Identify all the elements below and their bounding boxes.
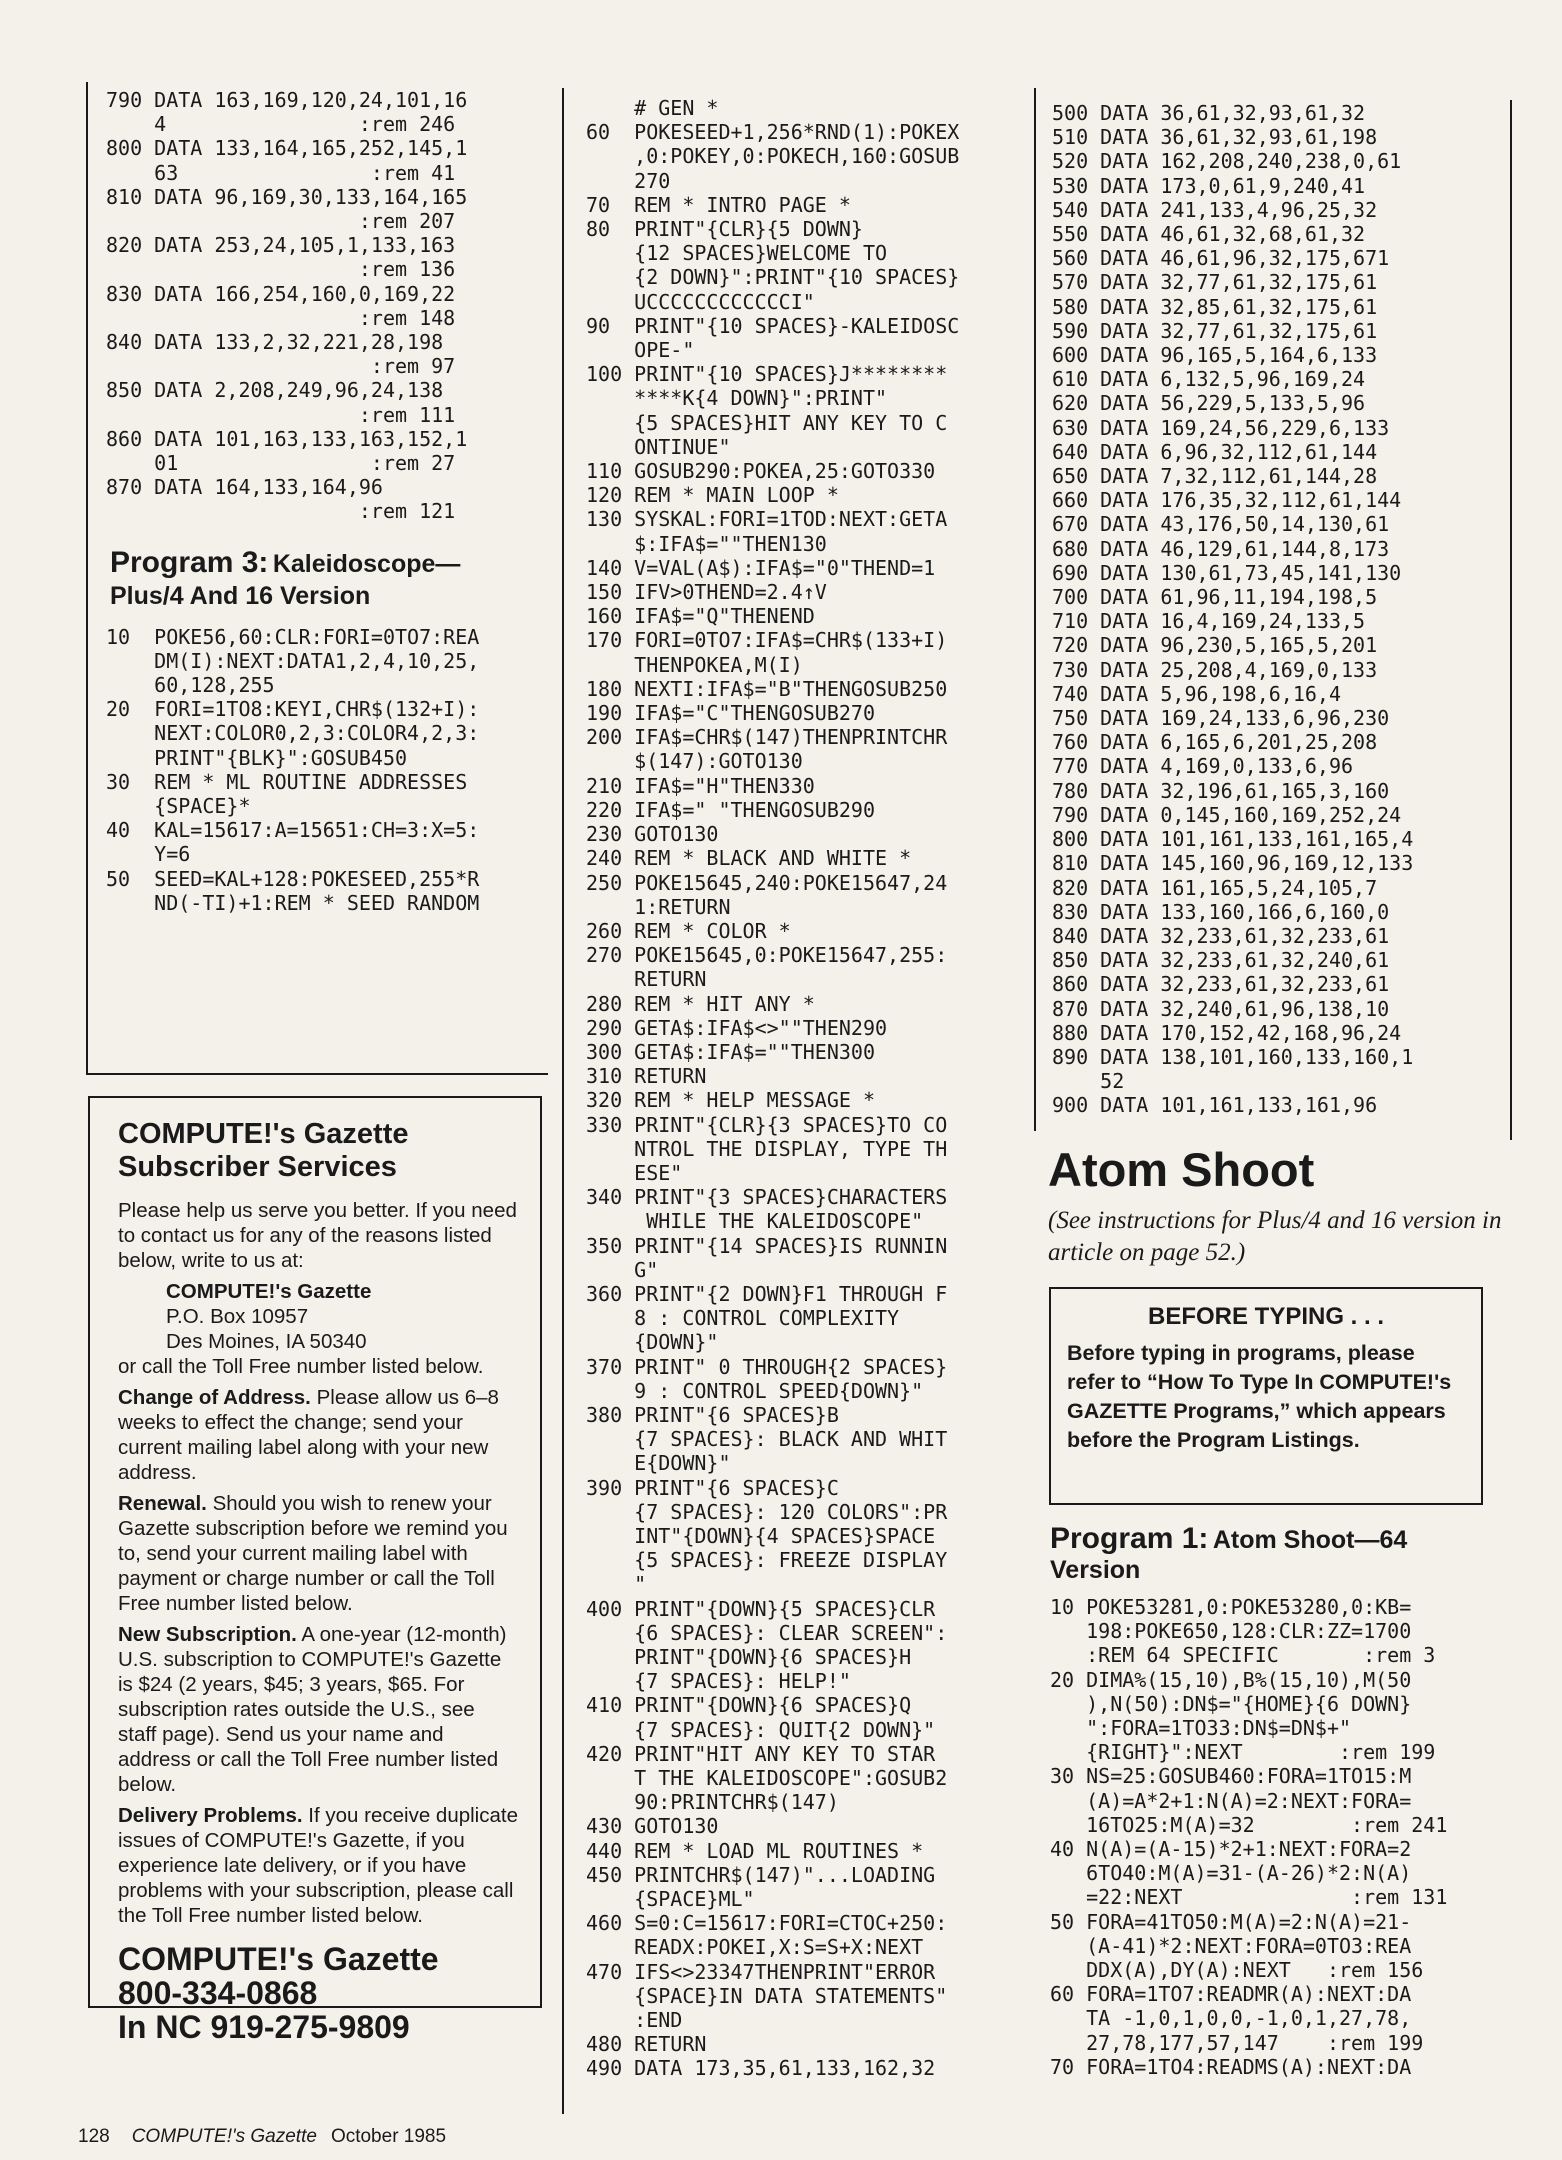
code-line: 730 DATA 25,208,4,169,0,133 xyxy=(1052,657,1378,682)
code-line: :rem 136 xyxy=(106,257,456,282)
code-line: {7 SPACES}: BLACK AND WHIT xyxy=(586,1427,948,1452)
code-line: 830 DATA 133,160,166,6,160,0 xyxy=(1052,899,1390,924)
page-number: 128 xyxy=(78,2126,110,2147)
code-line: 540 DATA 241,133,4,96,25,32 xyxy=(1052,197,1378,222)
program1-section xyxy=(1050,1522,1520,2079)
code-line: 27,78,177,57,147 :rem 199 xyxy=(1050,2030,1424,2055)
code-line: 530 DATA 173,0,61,9,240,41 xyxy=(1052,173,1366,198)
code-line: 690 DATA 130,61,73,45,141,130 xyxy=(1052,560,1402,585)
issue-date: October 1985 xyxy=(330,2126,447,2147)
code-line: 830 DATA 166,254,160,0,169,22 xyxy=(106,281,456,306)
program3-title-prefix: Program 3: xyxy=(110,545,269,579)
code-line: 850 DATA 32,233,61,32,240,61 xyxy=(1052,948,1390,973)
code-line: 400 PRINT"{DOWN}{5 SPACES}CLR xyxy=(586,1596,936,1621)
code-line: 740 DATA 5,96,198,6,16,4 xyxy=(1052,681,1341,706)
code-line: 16TO25:M(A)=32 :rem 241 xyxy=(1050,1812,1448,1837)
change-body: Please allow us 6–8 weeks to effect the change; send your current mailing label along with your new address. xyxy=(118,1386,499,1484)
code-line: RETURN xyxy=(586,967,707,992)
code-line: 650 DATA 7,32,112,61,144,28 xyxy=(1052,464,1378,489)
code-line: 210 IFA$="H"THEN330 xyxy=(586,773,815,798)
code-line: " xyxy=(586,1572,647,1597)
code-line: ":FORA=1TO33:DN$=DN$+" xyxy=(1050,1716,1352,1741)
code-line: 480 RETURN xyxy=(586,2032,707,2057)
code-line: DDX(A),DY(A):NEXT :rem 156 xyxy=(1050,1958,1424,1983)
new-body: A one-year (12-month) U.S. subscription to COMPUTE!'s Gazette is $24 (2 years, $45; 3 years, $65. For subscription rates outside the U.S., see staff page). Send us your name and address or call the Toll Free number listed below. xyxy=(118,1623,507,1796)
listing-column1-b xyxy=(106,625,546,915)
listing-column1-a xyxy=(106,88,546,524)
code-line: DM(I):NEXT:DATA1,2,4,10,25, xyxy=(106,648,480,673)
code-line: OPE-" xyxy=(586,338,695,363)
subscriber-services-box xyxy=(88,1096,542,2045)
code-line: 360 PRINT"{2 DOWN}F1 THROUGH F xyxy=(586,1281,948,1306)
code-line: {12 SPACES}WELCOME TO xyxy=(586,241,888,266)
code-line: 230 GOTO130 xyxy=(586,822,719,847)
column-2 xyxy=(586,96,1026,2081)
listing-column2 xyxy=(586,96,1026,2081)
code-line: 380 PRINT"{6 SPACES}B xyxy=(586,1402,839,1427)
mailing-address xyxy=(118,1279,518,1354)
code-line: :END xyxy=(586,2008,683,2033)
code-line: 240 REM * BLACK AND WHITE * xyxy=(586,846,912,871)
toll-free-note: or call the Toll Free number listed below. xyxy=(118,1355,484,1378)
program3-heading xyxy=(110,546,546,611)
code-line: 500 DATA 36,61,32,93,61,32 xyxy=(1052,101,1366,125)
change-head: Change of Address. xyxy=(118,1386,311,1409)
code-line: 250 POKE15645,240:POKE15647,24 xyxy=(586,870,948,895)
code-line: 280 REM * HIT ANY * xyxy=(586,991,815,1016)
code-line: ESE" xyxy=(586,1160,683,1185)
delivery-head: Delivery Problems. xyxy=(118,1804,303,1827)
code-line: (A)=A*2+1:N(A)=2:NEXT:FORA= xyxy=(1050,1788,1412,1813)
code-line: 01 :rem 27 xyxy=(106,451,456,476)
code-line: # GEN * xyxy=(586,96,719,120)
code-line: $:IFA$=""THEN130 xyxy=(586,531,827,556)
code-line: :rem 148 xyxy=(106,305,456,330)
code-line: 190 IFA$="C"THENGOSUB270 xyxy=(586,701,875,726)
code-line: 50 FORA=41TO50:M(A)=2:N(A)=21- xyxy=(1050,1909,1412,1934)
code-line: {7 SPACES}: HELP!" xyxy=(586,1669,851,1694)
new-head: New Subscription. xyxy=(118,1623,297,1646)
code-line: 310 RETURN xyxy=(586,1064,707,1089)
code-line: 52 xyxy=(1052,1069,1125,1094)
code-line: G" xyxy=(586,1257,659,1282)
code-line: 198:POKE650,128:CLR:ZZ=1700 xyxy=(1050,1619,1412,1644)
code-line: {7 SPACES}: 120 COLORS":PR xyxy=(586,1499,948,1524)
code-line: READX:POKEI,X:S=S+X:NEXT xyxy=(586,1935,924,1960)
renewal-head: Renewal. xyxy=(118,1492,207,1515)
address-name: COMPUTE!'s Gazette xyxy=(166,1280,372,1303)
code-line: 130 SYSKAL:FORI=1TOD:NEXT:GETA xyxy=(586,507,948,532)
code-line: 440 REM * LOAD ML ROUTINES * xyxy=(586,1838,924,1863)
code-line: 560 DATA 46,61,96,32,175,671 xyxy=(1052,246,1390,271)
code-line: 580 DATA 32,85,61,32,175,61 xyxy=(1052,294,1378,319)
code-line: INT"{DOWN}{4 SPACES}SPACE xyxy=(586,1523,936,1548)
code-line: 450 PRINTCHR$(147)"...LOADING xyxy=(586,1862,936,1887)
code-line: :rem 111 xyxy=(106,402,456,427)
code-line: 70 FORA=1TO4:READMS(A):NEXT:DA xyxy=(1050,2054,1412,2079)
code-line: 1:RETURN xyxy=(586,894,731,919)
code-line: 630 DATA 169,24,56,229,6,133 xyxy=(1052,415,1390,440)
code-line: 820 DATA 253,24,105,1,133,163 xyxy=(106,233,456,258)
code-line: 810 DATA 145,160,96,169,12,133 xyxy=(1052,851,1414,876)
code-line: 520 DATA 162,208,240,238,0,61 xyxy=(1052,149,1402,174)
code-line: ONTINUE" xyxy=(586,434,731,459)
code-line: :rem 97 xyxy=(106,354,456,379)
code-line: 780 DATA 32,196,61,165,3,160 xyxy=(1052,778,1390,803)
code-line: 610 DATA 6,132,5,96,169,24 xyxy=(1052,367,1366,392)
subscriber-title xyxy=(118,1118,518,1184)
code-line: 870 DATA 32,240,61,96,138,10 xyxy=(1052,996,1390,1021)
delivery-body: If you receive duplicate issues of COMPUTE!'s Gazette, if you experience late delivery, or if you have problems with your subscription, please call the Toll Free number listed below. xyxy=(118,1804,518,1927)
code-line: 100 PRINT"{10 SPACES}J******** xyxy=(586,362,948,387)
code-line: 340 PRINT"{3 SPACES}CHARACTERS xyxy=(586,1185,948,1210)
code-line: ****K{4 DOWN}":PRINT" xyxy=(586,386,888,411)
delivery-problems xyxy=(118,1803,518,1928)
code-line: 750 DATA 169,24,133,6,96,230 xyxy=(1052,706,1390,731)
code-line: 180 NEXTI:IFA$="B"THENGOSUB250 xyxy=(586,676,948,701)
code-line: 10 POKE56,60:CLR:FORI=0TO7:REA xyxy=(106,624,480,649)
code-line: (A-41)*2:NEXT:FORA=0TO3:REA xyxy=(1050,1933,1412,1958)
code-line: 6TO40:M(A)=31-(A-26)*2:N(A) xyxy=(1050,1861,1412,1886)
code-line: TA -1,0,1,0,0,-1,0,1,27,78, xyxy=(1050,2006,1412,2031)
code-line: 260 REM * COLOR * xyxy=(586,918,791,943)
code-line: :rem 207 xyxy=(106,209,456,234)
article-title: Atom Shoot xyxy=(1048,1143,1315,1196)
column-rule-2 xyxy=(562,88,564,2114)
contact-name: COMPUTE!'s Gazette xyxy=(118,1941,439,1977)
code-line: 9 : CONTROL SPEED{DOWN}" xyxy=(586,1378,924,1403)
code-line: 790 DATA 163,169,120,24,101,16 xyxy=(106,88,468,112)
code-line: 90 PRINT"{10 SPACES}-KALEIDOSC xyxy=(586,313,960,338)
program1-title-rest: Atom Shoot—64 xyxy=(1212,1526,1408,1554)
publication-name: COMPUTE!'s Gazette xyxy=(131,2126,317,2147)
before-typing-title: BEFORE TYPING . . . xyxy=(1147,1303,1385,1330)
code-line: 390 PRINT"{6 SPACES}C xyxy=(586,1475,839,1500)
code-line: E{DOWN}" xyxy=(586,1451,731,1476)
column-1 xyxy=(106,88,546,915)
code-line: 60 POKESEED+1,256*RND(1):POKEX xyxy=(586,120,960,145)
column-rule-3 xyxy=(1034,88,1036,1131)
code-line: =22:NEXT :rem 131 xyxy=(1050,1885,1448,1910)
code-line: 330 PRINT"{CLR}{3 SPACES}TO CO xyxy=(586,1112,948,1137)
code-line: 420 PRINT"HIT ANY KEY TO STAR xyxy=(586,1741,936,1766)
program3-subtitle: Plus/4 And 16 Version xyxy=(110,581,371,610)
code-line: 460 S=0:C=15617:FORI=CTOC+250: xyxy=(586,1911,948,1936)
new-subscription xyxy=(118,1622,518,1797)
code-line: 490 DATA 173,35,61,133,162,32 xyxy=(586,2056,936,2081)
code-line: 760 DATA 6,165,6,201,25,208 xyxy=(1052,730,1378,755)
code-line: 620 DATA 56,229,5,133,5,96 xyxy=(1052,391,1366,416)
code-line: 640 DATA 6,96,32,112,61,144 xyxy=(1052,439,1378,464)
code-line: 150 IFV>0THEND=2.4↑V xyxy=(586,580,827,605)
code-line: 40 N(A)=(A-15)*2+1:NEXT:FORA=2 xyxy=(1050,1837,1412,1862)
code-line: 800 DATA 133,164,165,252,145,1 xyxy=(106,136,468,161)
renewal xyxy=(118,1491,518,1616)
code-line: 860 DATA 32,233,61,32,233,61 xyxy=(1052,972,1390,997)
article-intro: (See instructions for Plus/4 and 16 version in article on page 52.) xyxy=(1048,1207,1502,1266)
code-line: 810 DATA 96,169,30,133,164,165 xyxy=(106,184,468,209)
code-line: 840 DATA 133,2,32,221,28,198 xyxy=(106,330,444,355)
subscriber-title-line1: COMPUTE!'s Gazette xyxy=(118,1118,409,1150)
code-line: 30 NS=25:GOSUB460:FORA=1TO15:M xyxy=(1050,1764,1412,1789)
atom-shoot-header xyxy=(1048,1142,1518,1269)
code-line: $(147):GOTO130 xyxy=(586,749,803,774)
code-line: {SPACE}IN DATA STATEMENTS" xyxy=(586,1983,948,2008)
code-line: 160 IFA$="Q"THENEND xyxy=(586,604,815,629)
code-line: 820 DATA 161,165,5,24,105,7 xyxy=(1052,875,1378,900)
column-rule-1-bottom xyxy=(86,1073,548,1075)
change-of-address xyxy=(118,1385,518,1485)
address-city: Des Moines, IA 50340 xyxy=(166,1330,367,1353)
renewal-body: Should you wish to renew your Gazette subscription before we remind you to, send your current mailing label with payment or charge number or call the Toll Free number listed below. xyxy=(118,1492,508,1615)
code-line: 270 xyxy=(586,168,671,193)
code-line: 710 DATA 16,4,169,24,133,5 xyxy=(1052,609,1366,634)
code-line: 370 PRINT" 0 THROUGH{2 SPACES} xyxy=(586,1354,948,1379)
column-3 xyxy=(1052,101,1512,1118)
code-line: 890 DATA 138,101,160,133,160,1 xyxy=(1052,1044,1414,1069)
code-line: 290 GETA$:IFA$<>""THEN290 xyxy=(586,1015,888,1040)
listing-column3 xyxy=(1052,101,1512,1118)
code-line: 70 REM * INTRO PAGE * xyxy=(586,192,851,217)
code-line: 670 DATA 43,176,50,14,130,61 xyxy=(1052,512,1390,537)
code-line: {DOWN}" xyxy=(586,1330,719,1355)
code-line: WHILE THE KALEIDOSCOPE" xyxy=(586,1209,924,1234)
code-line: 20 FORI=1TO8:KEYI,CHR$(132+I): xyxy=(106,697,480,722)
code-line: 840 DATA 32,233,61,32,233,61 xyxy=(1052,923,1390,948)
column-rule-1 xyxy=(86,82,88,1075)
code-line: Y=6 xyxy=(106,842,191,867)
contact-phone: 800-334-0868 xyxy=(118,1975,318,2011)
code-line: 590 DATA 32,77,61,32,175,61 xyxy=(1052,318,1378,343)
code-line: 10 POKE53281,0:POKE53280,0:KB= xyxy=(1050,1595,1412,1619)
code-line: 140 V=VAL(A$):IFA$="0"THEND=1 xyxy=(586,555,936,580)
code-line: 120 REM * MAIN LOOP * xyxy=(586,483,839,508)
code-line: 510 DATA 36,61,32,93,61,198 xyxy=(1052,125,1378,150)
code-line: :REM 64 SPECIFIC :rem 3 xyxy=(1050,1643,1436,1668)
code-line: 270 POKE15645,0:POKE15647,255: xyxy=(586,943,948,968)
code-line: {RIGHT}":NEXT :rem 199 xyxy=(1050,1740,1436,1765)
program1-subtitle: Version xyxy=(1050,1556,1141,1584)
code-line: 770 DATA 4,169,0,133,6,96 xyxy=(1052,754,1354,779)
code-line: 550 DATA 46,61,32,68,61,32 xyxy=(1052,222,1366,247)
page-footer xyxy=(78,2126,446,2148)
program1-heading xyxy=(1050,1522,1520,1585)
code-line: PRINT"{DOWN}{6 SPACES}H xyxy=(586,1645,912,1669)
code-line: 8 : CONTROL COMPLEXITY xyxy=(586,1306,900,1331)
code-line: 790 DATA 0,145,160,169,252,24 xyxy=(1052,802,1402,827)
code-line: :rem 121 xyxy=(106,499,456,524)
code-line: ),N(50):DN$="{HOME}{6 DOWN} xyxy=(1050,1691,1412,1716)
code-line: THENPOKEA,M(I) xyxy=(586,652,803,677)
code-line: 800 DATA 101,161,133,161,165,4 xyxy=(1052,827,1414,852)
code-line: 430 GOTO130 xyxy=(586,1814,719,1839)
code-line: 220 IFA$=" "THENGOSUB290 xyxy=(586,797,875,822)
subscriber-intro: Please help us serve you better. If you need to contact us for any of the reasons listed below, write to us at: xyxy=(118,1199,517,1272)
code-line: T THE KALEIDOSCOPE":GOSUB2 xyxy=(586,1766,948,1791)
code-line: ,0:POKEY,0:POKECH,160:GOSUB xyxy=(586,144,960,169)
listing-program1 xyxy=(1050,1595,1520,2079)
code-line: PRINT"{BLK}":GOSUB450 xyxy=(106,745,408,770)
before-typing-box xyxy=(1049,1287,1483,1505)
code-line: {SPACE}* xyxy=(106,794,251,819)
code-line: ND(-TI)+1:REM * SEED RANDOM xyxy=(106,890,480,915)
code-line: 63 :rem 41 xyxy=(106,160,456,185)
code-line: 60 FORA=1TO7:READMR(A):NEXT:DA xyxy=(1050,1982,1412,2007)
code-line: 680 DATA 46,129,61,144,8,173 xyxy=(1052,536,1390,561)
code-line: 40 KAL=15617:A=15651:CH=3:X=5: xyxy=(106,818,480,843)
code-line: 60,128,255 xyxy=(106,673,275,698)
code-line: 860 DATA 101,163,133,163,152,1 xyxy=(106,426,468,451)
code-line: UCCCCCCCCCCCCI" xyxy=(586,289,815,314)
code-line: 50 SEED=KAL+128:POKESEED,255*R xyxy=(106,866,480,891)
code-line: 880 DATA 170,152,42,168,96,24 xyxy=(1052,1020,1402,1045)
address-box: P.O. Box 10957 xyxy=(166,1305,309,1328)
code-line: 30 REM * ML ROUTINE ADDRESSES xyxy=(106,769,468,794)
code-line: NTROL THE DISPLAY, TYPE TH xyxy=(586,1136,948,1161)
code-line: 410 PRINT"{DOWN}{6 SPACES}Q xyxy=(586,1693,912,1718)
code-line: 700 DATA 61,96,11,194,198,5 xyxy=(1052,585,1378,610)
subscriber-title-line2: Subscriber Services xyxy=(118,1151,397,1183)
contact-block xyxy=(118,1942,518,2044)
code-line: 720 DATA 96,230,5,165,5,201 xyxy=(1052,633,1378,658)
code-line: NEXT:COLOR0,2,3:COLOR4,2,3: xyxy=(106,721,480,746)
code-line: {6 SPACES}: CLEAR SCREEN": xyxy=(586,1620,948,1645)
code-line: 850 DATA 2,208,249,96,24,138 xyxy=(106,378,444,403)
code-line: 170 FORI=0TO7:IFA$=CHR$(133+I) xyxy=(586,628,948,653)
code-line: {7 SPACES}: QUIT{2 DOWN}" xyxy=(586,1717,936,1742)
code-line: 320 REM * HELP MESSAGE * xyxy=(586,1088,875,1113)
before-typing-body: Before typing in programs, please refer to “How To Type In COMPUTE!'s GAZETTE Programs,” which appears before the Program Listings. xyxy=(1067,1341,1452,1452)
code-line: {SPACE}ML" xyxy=(586,1887,755,1912)
code-line: 570 DATA 32,77,61,32,175,61 xyxy=(1052,270,1378,295)
code-line: 470 IFS<>23347THENPRINT"ERROR xyxy=(586,1959,936,1984)
code-line: 4 :rem 246 xyxy=(106,112,456,137)
program3-title-rest: Kaleidoscope— xyxy=(272,549,461,578)
program1-title-prefix: Program 1: xyxy=(1050,1522,1209,1555)
contact-nc-phone: In NC 919-275-9809 xyxy=(118,2009,410,2045)
code-line: 870 DATA 164,133,164,96 xyxy=(106,475,383,500)
code-line: 80 PRINT"{CLR}{5 DOWN} xyxy=(586,217,863,242)
code-line: 200 IFA$=CHR$(147)THENPRINTCHR xyxy=(586,725,948,750)
code-line: {5 SPACES}HIT ANY KEY TO C xyxy=(586,410,948,435)
code-line: 600 DATA 96,165,5,164,6,133 xyxy=(1052,343,1378,368)
code-line: 90:PRINTCHR$(147) xyxy=(586,1790,839,1815)
code-line: 350 PRINT"{14 SPACES}IS RUNNIN xyxy=(586,1233,948,1258)
code-line: 660 DATA 176,35,32,112,61,144 xyxy=(1052,488,1402,513)
code-line: {5 SPACES}: FREEZE DISPLAY xyxy=(586,1548,948,1573)
code-line: 300 GETA$:IFA$=""THEN300 xyxy=(586,1039,875,1064)
code-line: 900 DATA 101,161,133,161,96 xyxy=(1052,1093,1378,1118)
code-line: 110 GOSUB290:POKEA,25:GOTO330 xyxy=(586,459,936,484)
code-line: {2 DOWN}":PRINT"{10 SPACES} xyxy=(586,265,960,290)
code-line: 20 DIMA%(15,10),B%(15,10),M(50 xyxy=(1050,1667,1412,1692)
